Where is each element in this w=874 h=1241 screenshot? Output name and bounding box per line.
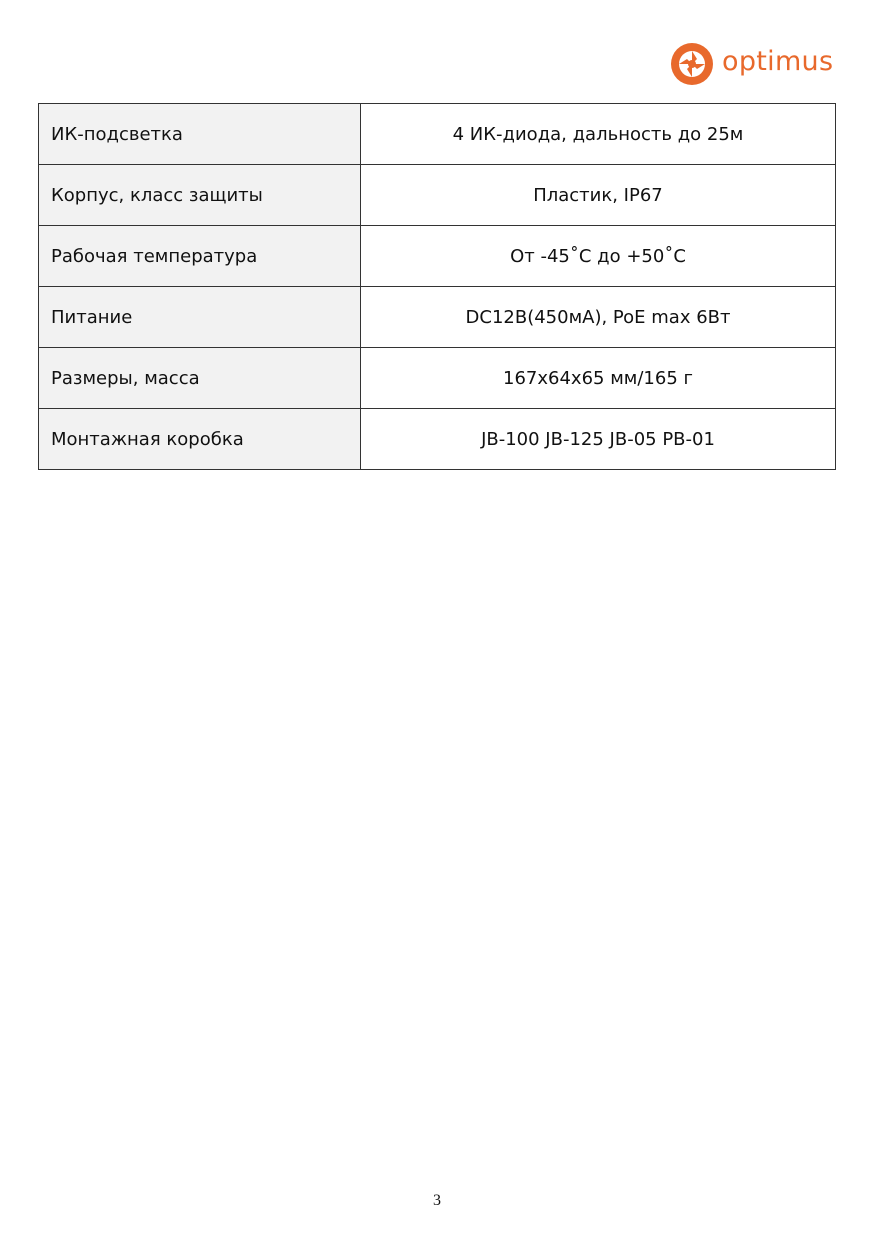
spec-label: Размеры, масса: [39, 348, 361, 409]
table-row: [39, 165, 836, 226]
aperture-icon: [670, 42, 714, 86]
table-row: [39, 226, 836, 287]
table-row: [39, 409, 836, 470]
spec-label: Корпус, класс защиты: [39, 165, 361, 226]
spec-label: Питание: [39, 287, 361, 348]
table-row: [39, 348, 836, 409]
spec-value: 167х64х65 мм/165 г: [361, 348, 836, 409]
spec-value: DC12В(450мА), PoE max 6Вт: [361, 287, 836, 348]
spec-label: Монтажная коробка: [39, 409, 361, 470]
brand-name: optimus: [722, 46, 834, 77]
page-number: 3: [433, 1192, 441, 1209]
spec-label: ИК-подсветка: [39, 104, 361, 165]
specifications-table: [38, 103, 836, 470]
spec-label: Рабочая температура: [39, 226, 361, 287]
table-row: [39, 287, 836, 348]
spec-value: JB-100 JB-125 JB-05 PB-01: [361, 409, 836, 470]
spec-value: 4 ИК-диода, дальность до 25м: [361, 104, 836, 165]
spec-value: Пластик, IP67: [361, 165, 836, 226]
brand-logo: [670, 42, 833, 86]
spec-value: От -45˚С до +50˚С: [361, 226, 836, 287]
table-row: [39, 104, 836, 165]
